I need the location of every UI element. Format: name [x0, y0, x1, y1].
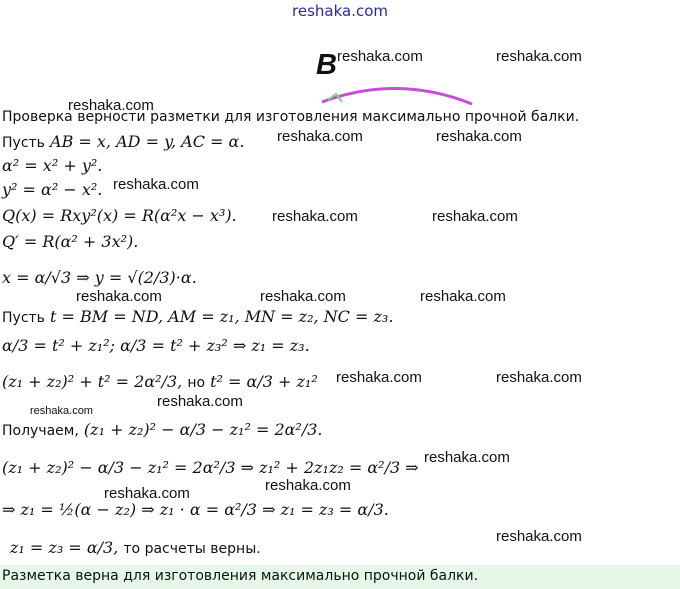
watermark: reshaka.com — [496, 528, 582, 545]
vertex-label-b: B — [316, 49, 337, 81]
figure-arc — [318, 78, 478, 108]
watermark: reshaka.com — [260, 288, 346, 305]
watermark: reshaka.com — [113, 176, 199, 193]
line-5: Q′ = R(α² + 3x²). — [2, 232, 139, 251]
line-10-text: Получаем, — [2, 423, 79, 439]
watermark: reshaka.com — [336, 369, 422, 386]
line-3: y² = α² − x². — [2, 180, 103, 199]
line-12: ⇒ z₁ = ½(α − z₂) ⇒ z₁ · α = α²/3 ⇒ z₁ = z₃ = α/3. — [2, 500, 389, 519]
page-heading: Проверка верности разметки для изготовления максимально прочной балки. — [2, 109, 580, 125]
watermark: reshaka.com — [496, 48, 582, 65]
watermark: reshaka.com — [420, 288, 506, 305]
line-8: α/3 = t² + z₁²; α/3 = t² + z₃² ⇒ z₁ = z₃. — [2, 336, 310, 355]
watermark: reshaka.com — [30, 405, 93, 417]
line-6: x = α/√3 ⇒ y = √(2/3)·α. — [2, 268, 197, 287]
watermark: reshaka.com — [496, 369, 582, 386]
site-title[interactable]: reshaka.com — [292, 2, 388, 20]
line-9-text: но — [187, 375, 206, 391]
line-9 — [2, 372, 318, 391]
line-9-math: (z₁ + z₂)² + t² = 2α²/3, — [2, 372, 183, 391]
line-10-math: (z₁ + z₂)² − α/3 − z₁² = 2α²/3. — [83, 420, 323, 439]
line-7-text: Пусть — [2, 310, 45, 326]
line-7-math: t = BM = ND, AM = z₁, MN = z₂, NC = z₃. — [50, 307, 394, 326]
watermark: reshaka.com — [157, 393, 243, 410]
watermark: reshaka.com — [432, 208, 518, 225]
watermark: reshaka.com — [76, 288, 162, 305]
line-10 — [2, 420, 323, 439]
watermark: reshaka.com — [424, 449, 510, 466]
line-13-math: z₁ = z₃ = α/3, — [10, 538, 119, 557]
line-13 — [10, 538, 261, 557]
line-1-text: Пусть — [2, 135, 45, 151]
watermark: reshaka.com — [272, 208, 358, 225]
watermark: reshaka.com — [277, 128, 363, 145]
watermark: reshaka.com — [68, 97, 154, 114]
watermark: reshaka.com — [436, 128, 522, 145]
line-2: α² = x² + y². — [2, 156, 103, 175]
line-4: Q(x) = Rxy²(x) = R(α²x − x³). — [2, 206, 237, 225]
line-7 — [2, 307, 393, 326]
watermark: reshaka.com — [265, 477, 351, 494]
line-13-text: то расчеты верны. — [123, 541, 261, 557]
line-1-math: AB = x, AD = y, AC = α. — [50, 132, 245, 151]
line-9-math-2: t² = α/3 + z₁² — [210, 372, 318, 391]
watermark: reshaka.com — [104, 485, 190, 502]
watermark: reshaka.com — [337, 48, 423, 65]
result-banner — [0, 565, 680, 589]
result-text: Разметка верна для изготовления максимально прочной балки. — [2, 568, 479, 584]
line-11: (z₁ + z₂)² − α/3 − z₁² = 2α²/3 ⇒ z₁² + 2z₁z₂ = α²/3 ⇒ — [2, 458, 419, 477]
line-1 — [2, 132, 244, 151]
